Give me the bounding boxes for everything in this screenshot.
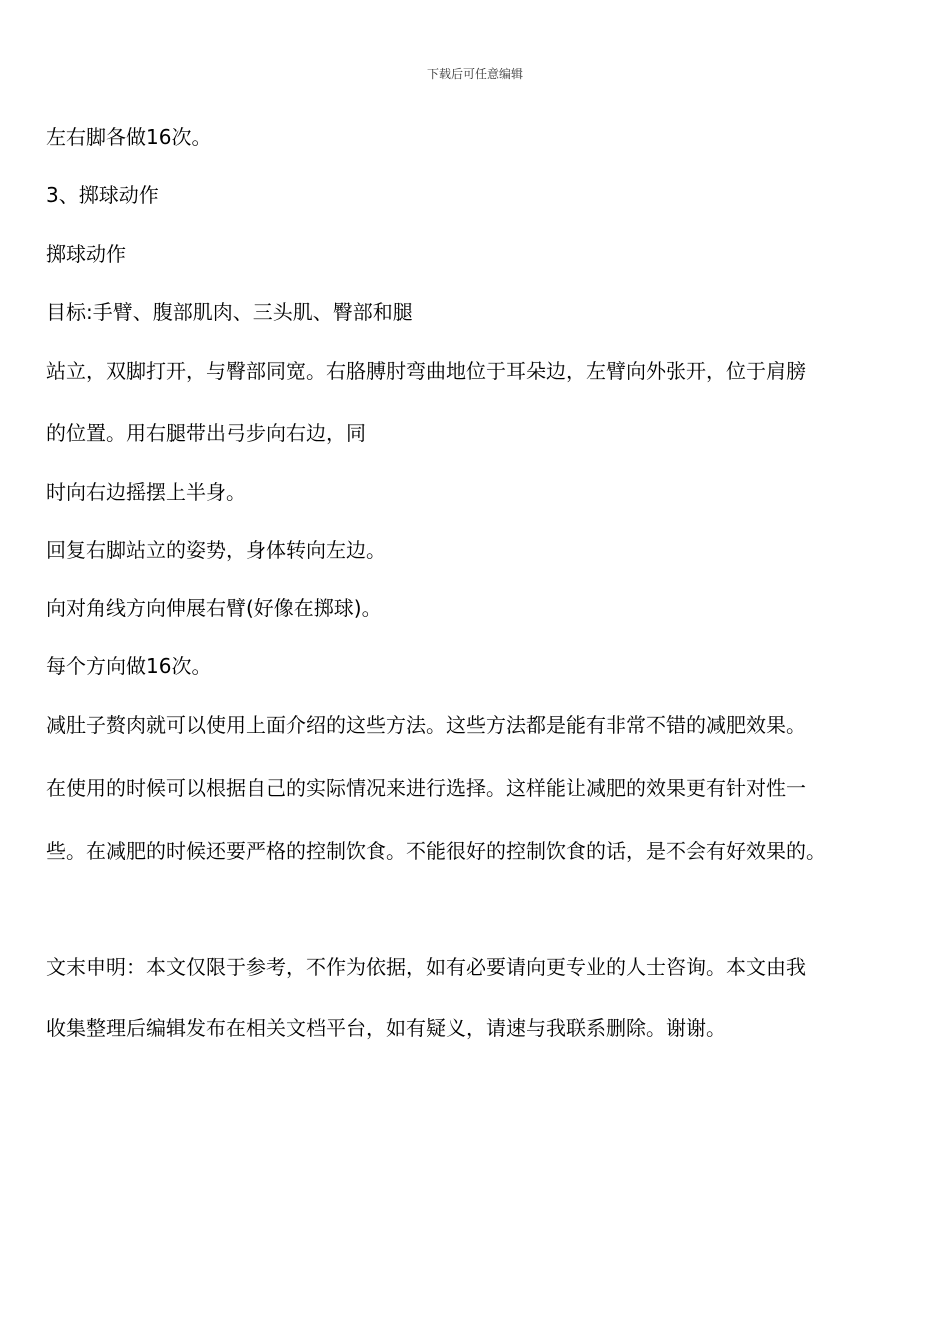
text-line: 在使用的时候可以根据自己的实际情况来进行选择。这样能让减肥的效果更有针对性一 (46, 776, 806, 800)
text-line: 向对角线方向伸展右臂(好像在掷球)。 (46, 596, 382, 620)
page-header: 下载后可任意编辑 (426, 67, 523, 81)
text-line: 目标:手臂、腹部肌肉、三头肌、臀部和腿 (46, 300, 413, 324)
subheading: 掷球动作 (46, 242, 126, 266)
text-line: 减肚子赘肉就可以使用上面介绍的这些方法。这些方法都是能有非常不错的减肥效果。 (46, 713, 806, 737)
disclaimer-line: 收集整理后编辑发布在相关文档平台，如有疑义，请速与我联系删除。谢谢。 (46, 1016, 726, 1040)
text-line: 些。在减肥的时候还要严格的控制饮食。不能很好的控制饮食的话，是不会有好效果的。 (46, 839, 826, 863)
text-line: 站立，双脚打开，与臀部同宽。右胳膊肘弯曲地位于耳朵边，左臂向外张开，位于肩膀 (46, 359, 806, 383)
text-line: 时向右边摇摆上半身。 (46, 480, 246, 504)
text-line: 左右脚各做16次。 (46, 125, 212, 149)
section-heading: 3、掷球动作 (46, 183, 159, 207)
text-line: 的位置。用右腿带出弓步向右边，同 (46, 421, 366, 445)
disclaimer-line: 文末申明：本文仅限于参考，不作为依据，如有必要请向更专业的人士咨询。本文由我 (46, 955, 806, 979)
text-line: 每个方向做16次。 (46, 654, 212, 678)
text-line: 回复右脚站立的姿势，身体转向左边。 (46, 538, 386, 562)
